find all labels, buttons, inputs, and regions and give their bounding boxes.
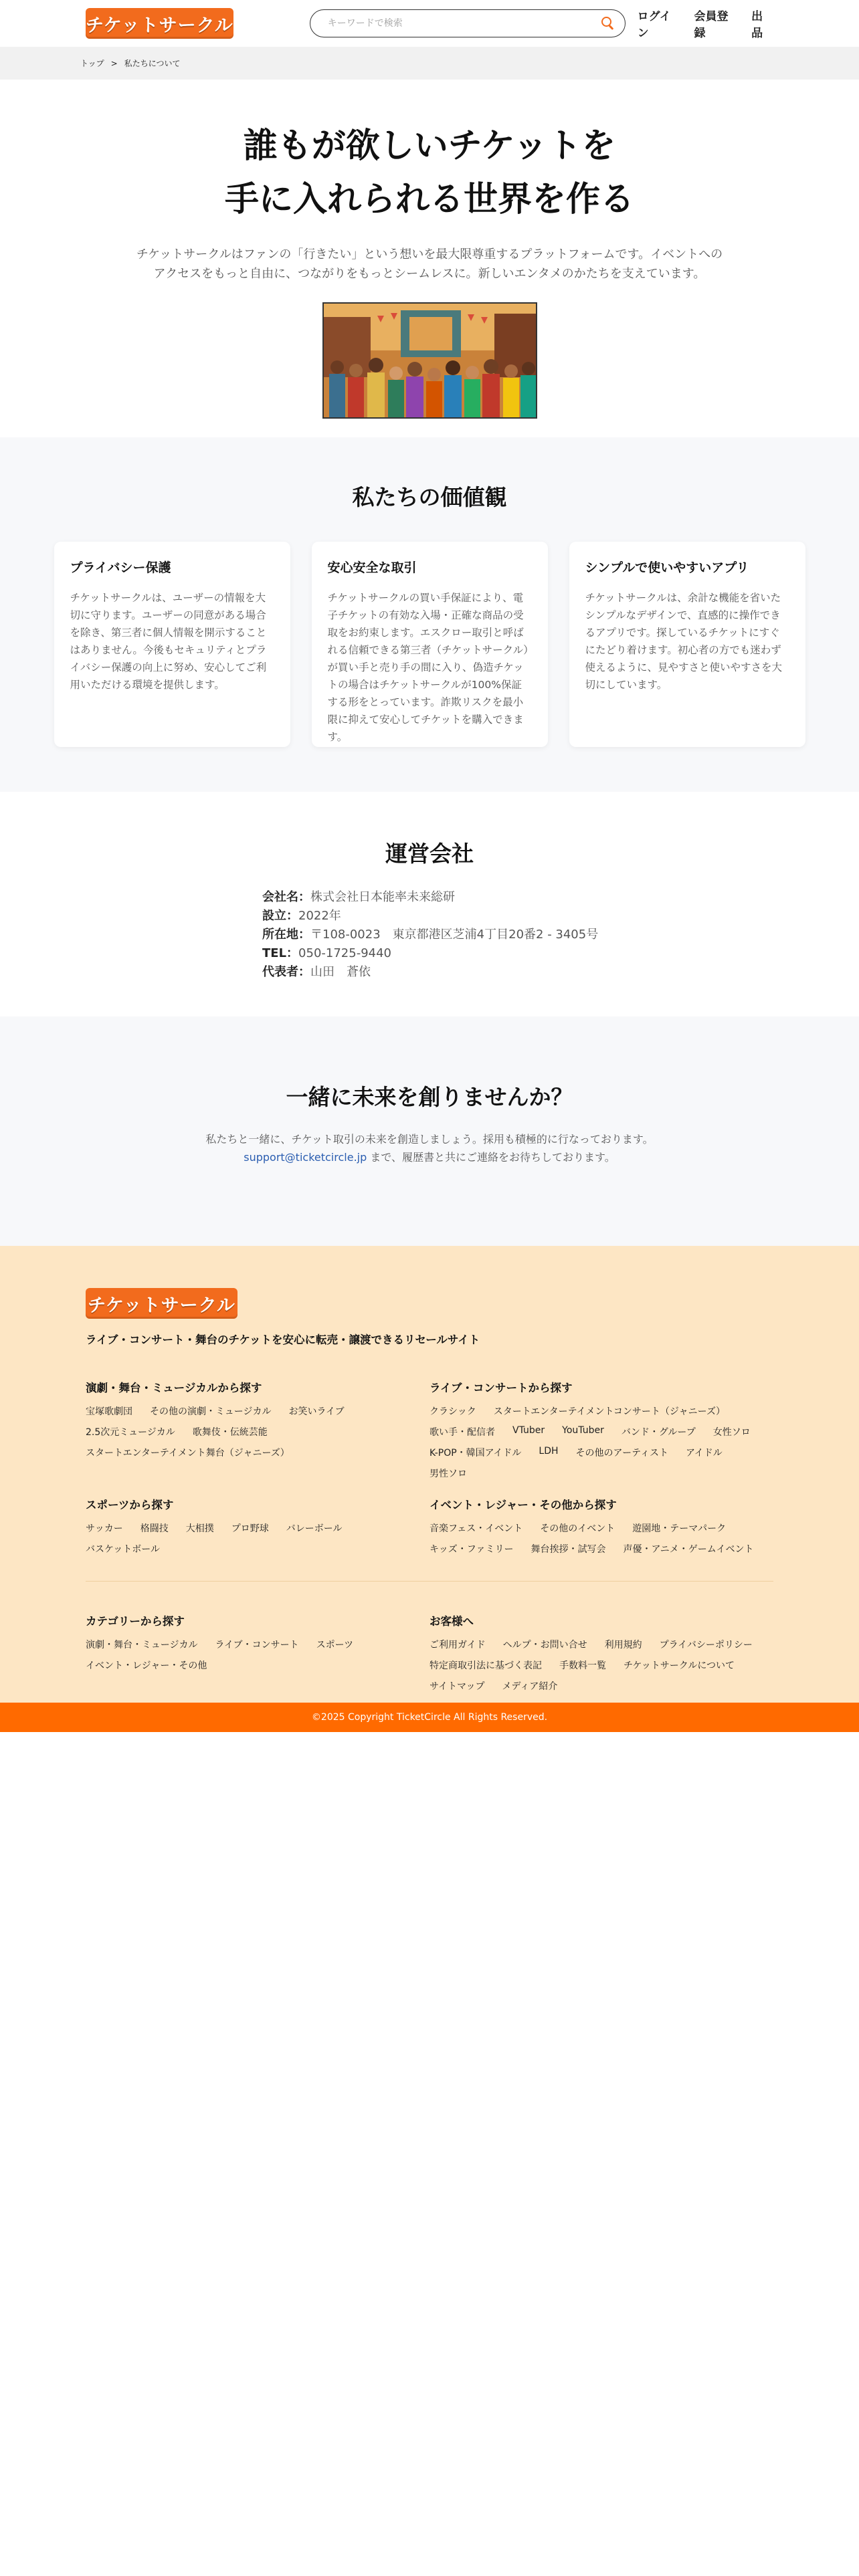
footer-link[interactable]: ヘルプ・お問い合せ [502, 1640, 587, 1650]
recruit-email-link[interactable]: support@ticketcircle.jp [244, 1151, 367, 1164]
footer-link[interactable]: 音楽フェス・イベント [430, 1523, 523, 1534]
footer-link[interactable]: アイドル [686, 1448, 723, 1459]
logo-text: チケットサークル [88, 1295, 235, 1316]
company-row-ceo [262, 963, 859, 982]
footer-link[interactable]: バレーボール [286, 1523, 343, 1534]
footer-link[interactable]: キッズ・ファミリー [430, 1544, 514, 1555]
value-card-body: チケットサークルは、余計な機能を省いたシンプルなデザインで、直感的に操作できるアプリです。探しているチケットにすぐにたどり着けます。初心者の方でも迷わず使えるように、見やすさと使いやすさを大切にしています。 [585, 592, 783, 691]
company-row-address [262, 926, 859, 944]
footer-group-live [430, 1379, 773, 1480]
footer-link[interactable]: 大相撲 [185, 1523, 214, 1534]
recruit-line2: まで、履歴書と共にご連絡をお待ちしております。 [367, 1151, 615, 1164]
footer-link[interactable]: イベント・レジャー・その他 [86, 1660, 207, 1671]
footer-links [430, 1521, 773, 1555]
hero-illustration [322, 302, 537, 419]
register-link[interactable]: 会員登録 [694, 10, 729, 40]
footer-bottom-grid [86, 1612, 773, 1709]
recruit-section [0, 1016, 859, 1246]
company-row-founded [262, 907, 859, 926]
footer-link[interactable]: YouTuber [562, 1425, 604, 1436]
values-title: 私たちの価値観 [352, 484, 507, 510]
site-footer [0, 1246, 859, 1703]
footer-logo[interactable] [86, 1288, 237, 1319]
header-nav [638, 7, 773, 40]
company-section [0, 792, 859, 1016]
footer-link[interactable]: サッカー [86, 1523, 123, 1534]
footer-links [430, 1638, 773, 1693]
footer-group-title: 演劇・舞台・ミュージカルから探す [86, 1382, 262, 1394]
recruit-title: 一緒に未来を創りませんか？ [286, 1084, 573, 1110]
site-logo[interactable] [86, 8, 233, 39]
footer-link[interactable]: スタートエンターテイメントコンサート（ジャニーズ） [493, 1406, 725, 1417]
footer-group-title: カテゴリーから探す [86, 1615, 185, 1628]
footer-link[interactable]: メディア紹介 [502, 1681, 558, 1692]
footer-divider [86, 1581, 773, 1582]
footer-links [86, 1638, 430, 1672]
value-card-body: チケットサークルは、ユーザーの情報を大切に守ります。ユーザーの同意がある場合を除き、第三者に個人情報を開示することはありません。今後もセキュリティとプライバシー保護の向上に努め、安心してご利用いただける環境を提供します。 [70, 592, 267, 691]
logo-text: チケットサークル [86, 15, 233, 36]
recruit-line1: 私たちと一緒に、チケット取引の未来を創造しましょう。採用も積極的に行なっております。 [205, 1133, 654, 1146]
footer-group-title: お客様へ [430, 1615, 474, 1628]
footer-link[interactable]: 2.5次元ミュージカル [86, 1427, 175, 1438]
breadcrumb-separator: > [110, 58, 118, 68]
recruit-text [0, 1130, 859, 1166]
value-card-privacy [54, 542, 290, 747]
company-info [262, 888, 859, 982]
hero-section [0, 80, 859, 437]
hero-description [135, 245, 724, 284]
company-row-tel [262, 944, 859, 963]
footer-link[interactable]: 宝塚歌劇団 [86, 1406, 132, 1417]
footer-group-theater [86, 1379, 430, 1480]
footer-link[interactable]: その他のイベント [540, 1523, 615, 1534]
company-label: 所在地： [262, 928, 310, 942]
footer-link[interactable]: LDH [539, 1446, 559, 1457]
company-title: 運営会社 [385, 841, 474, 867]
value-card-title: シンプルで使いやすいアプリ [585, 560, 749, 575]
value-card-title: 安心安全な取引 [327, 560, 417, 575]
footer-link[interactable]: 手数料一覧 [559, 1660, 606, 1671]
value-card-safety [312, 542, 548, 747]
search-input[interactable] [328, 18, 601, 29]
footer-link[interactable]: その他のアーティスト [575, 1448, 668, 1459]
footer-link[interactable]: K-POP・韓国アイドル [430, 1448, 522, 1459]
company-label: TEL： [262, 946, 299, 960]
company-value: 050-1725-9440 [298, 946, 392, 960]
footer-group-sports [86, 1496, 430, 1555]
footer-link[interactable]: チケットサークルについて [624, 1660, 735, 1671]
company-value: 株式会社日本能率未来総研 [310, 890, 455, 904]
login-link[interactable]: ログイン [637, 10, 671, 40]
footer-links [86, 1521, 430, 1555]
footer-link[interactable]: その他の演劇・ミュージカル [150, 1406, 272, 1417]
hero-title-line1: 誰もが欲しいチケットを [243, 126, 616, 166]
footer-category-grid [86, 1379, 773, 1572]
footer-link[interactable]: サイトマップ [430, 1681, 485, 1692]
footer-link[interactable]: お笑いライブ [288, 1406, 345, 1417]
site-header [0, 0, 859, 47]
copyright-bar: ©2025 Copyright TicketCircle All Rights Reserved. [0, 1703, 859, 1732]
hero-title-line2: 手に入れられる世界を作る [224, 180, 634, 219]
footer-link[interactable]: クラシック [430, 1406, 476, 1417]
company-value: 2022年 [298, 909, 341, 923]
values-section [0, 437, 859, 792]
footer-link[interactable]: 歌い手・配信者 [430, 1427, 495, 1438]
footer-group-events [430, 1496, 773, 1555]
value-card-simple-app [569, 542, 805, 747]
breadcrumb [0, 47, 859, 80]
search-icon[interactable] [601, 16, 615, 31]
value-card-body: チケットサークルの買い手保証により、電子チケットの有効な入場・正確な商品の受取をお約束します。エスクロー取引と呼ばれる信頼できる第三者（チケットサークル）が買い手と売り手の間に入り、偽造チケットの場合はチケットサークルが100%保証する形をとっています。詐欺リスクを最小限に抑えて安心してチケットを購入できます。 [327, 592, 529, 743]
values-cards [0, 542, 859, 747]
footer-link[interactable]: 男性ソロ [430, 1469, 467, 1479]
hero-desc-line1: チケットサークルはファンの「行きたい」という想いを最大限尊重するプラットフォームです。イベントへの [136, 247, 723, 261]
footer-link[interactable]: 女性ソロ [712, 1427, 751, 1438]
footer-group-customers [430, 1612, 773, 1693]
footer-link[interactable]: スタートエンターテイメント舞台（ジャニーズ） [86, 1448, 290, 1459]
footer-link[interactable]: 格闘技 [140, 1523, 169, 1534]
hero-desc-line2: アクセスをもっと自由に、つながりをもっとシームレスに。新しいエンタメのかたちを支えています。 [153, 267, 706, 281]
footer-link[interactable]: ご利用ガイド [430, 1640, 486, 1650]
footer-link[interactable]: ライブ・コンサート [215, 1640, 299, 1650]
footer-group-categories [86, 1612, 430, 1693]
crowd-illustration [324, 304, 537, 419]
sell-link[interactable]: 出品 [751, 10, 763, 40]
company-row-name [262, 888, 859, 907]
footer-link[interactable]: 特定商取引法に基づく表記 [430, 1660, 542, 1671]
search-box[interactable] [310, 9, 626, 37]
footer-group-title: イベント・レジャー・その他から探す [430, 1499, 617, 1511]
footer-link[interactable]: 演劇・舞台・ミュージカル [86, 1640, 198, 1650]
footer-link[interactable]: 声優・アニメ・ゲームイベント [623, 1544, 754, 1555]
footer-tagline: ライブ・コンサート・舞台のチケットを安心に転売・譲渡できるリセールサイト [86, 1333, 480, 1346]
company-value: 〒108-0023 東京都港区芝浦4丁目20番2 - 3405号 [310, 928, 599, 942]
footer-link[interactable]: プライバシーポリシー [659, 1640, 753, 1650]
breadcrumb-home[interactable]: トップ [80, 59, 104, 68]
company-label: 代表者： [262, 965, 310, 979]
company-value: 山田 蒼依 [310, 965, 371, 979]
company-label: 設立： [262, 909, 298, 923]
footer-link[interactable]: スポーツ [316, 1640, 354, 1650]
footer-group-title: スポーツから探す [86, 1499, 174, 1511]
footer-link[interactable]: バンド・グループ [621, 1427, 696, 1438]
footer-link[interactable]: プロ野球 [231, 1523, 269, 1534]
footer-link[interactable]: バスケットボール [86, 1544, 161, 1555]
footer-links [430, 1404, 773, 1480]
footer-link[interactable]: 歌舞伎・伝統芸能 [192, 1427, 268, 1438]
footer-link[interactable]: VTuber [512, 1425, 545, 1436]
footer-links [86, 1404, 430, 1459]
footer-link[interactable]: 利用規約 [604, 1640, 642, 1650]
value-card-title: プライバシー保護 [70, 560, 171, 575]
footer-link[interactable]: 遊園地・テーマパーク [632, 1523, 727, 1534]
company-label: 会社名： [262, 890, 310, 904]
breadcrumb-current: 私たちについて [124, 59, 181, 68]
hero-title [0, 120, 859, 227]
footer-link[interactable]: 舞台挨拶・試写会 [531, 1544, 606, 1555]
footer-group-title: ライブ・コンサートから探す [430, 1382, 573, 1394]
